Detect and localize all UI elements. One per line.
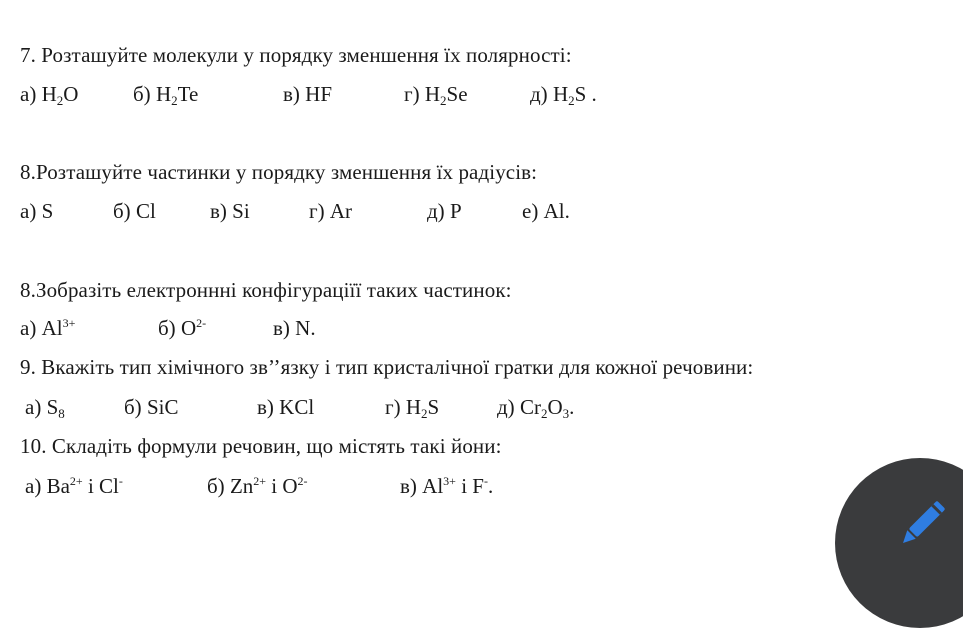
formula-text: H (41, 82, 57, 106)
formula-subscript: 2 (56, 93, 64, 108)
formula-superscript: 3+ (443, 474, 456, 488)
question-8b-option-a (20, 316, 75, 340)
option-label: в) (283, 82, 306, 106)
option-label: в) (257, 395, 280, 419)
formula-text: Cr (519, 395, 541, 419)
option-label: а) (25, 395, 47, 419)
option-label: д) (530, 82, 553, 106)
option-label: а) (25, 474, 47, 498)
formula-text: Al (422, 474, 444, 498)
formula-text: . (569, 395, 575, 419)
option-label: е) (522, 199, 544, 223)
formula-text: Ba (46, 474, 70, 498)
formula-text: O (63, 82, 79, 106)
question-9-option-a (25, 395, 65, 419)
question-8b-option-c (273, 316, 316, 340)
option-label: б) (158, 316, 181, 340)
question-7-option-a (20, 82, 78, 106)
formula-text: S (427, 395, 440, 419)
formula-superscript: 2- (297, 474, 308, 488)
formula-subscript: 2 (540, 406, 548, 421)
option-label: д) (427, 199, 450, 223)
question-8b-title: 8.Зобразіть електроннні конфігураціїї таких частинок: (20, 278, 512, 302)
formula-text: KCl (279, 395, 315, 419)
formula-subscript: 2 (171, 93, 178, 108)
formula-subscript: 8 (58, 406, 65, 421)
option-label: а) (20, 199, 42, 223)
pencil-icon (890, 496, 950, 556)
formula-subscript: 2 (421, 406, 428, 421)
formula-text: HF (305, 82, 333, 106)
formula-text: P (449, 199, 462, 223)
question-8a-option-b (113, 199, 156, 223)
option-label: б) (207, 474, 230, 498)
question-9-option-b (124, 395, 178, 419)
formula-text: Se (446, 82, 468, 106)
formula-superscript: 2+ (69, 474, 83, 488)
formula-superscript: 2- (196, 316, 207, 330)
question-9-option-d (385, 395, 439, 419)
formula-text: і Cl (82, 474, 119, 498)
option-label: а) (20, 316, 42, 340)
formula-text: S (41, 199, 54, 223)
question-8a-option-a (20, 199, 53, 223)
question-8a-option-e (427, 199, 462, 223)
question-8a-option-d (309, 199, 352, 223)
formula-text: S (46, 395, 59, 419)
formula-subscript: 2 (568, 93, 575, 108)
option-label: д) (497, 395, 520, 419)
question-10-option-b (207, 474, 308, 498)
formula-text: і O (266, 474, 298, 498)
formula-text: Al (41, 316, 63, 340)
formula-text: Al. (543, 199, 570, 223)
formula-text: . (487, 474, 494, 498)
question-10-option-c (400, 474, 493, 498)
formula-superscript: 2+ (253, 474, 267, 488)
formula-text: O (180, 316, 197, 340)
formula-superscript: 3+ (62, 316, 76, 330)
option-label: в) (400, 474, 423, 498)
formula-subscript: 2 (440, 93, 447, 108)
question-8a-option-f (522, 199, 570, 223)
formula-superscript: - (483, 474, 488, 488)
option-label: б) (113, 199, 136, 223)
formula-text: H (155, 82, 172, 106)
formula-text: Cl (135, 199, 156, 223)
question-8a-title: 8.Розташуйте частинки у порядку зменшення їх радіусів: (20, 160, 538, 184)
question-7-option-d (404, 82, 468, 106)
question-9-title: 9. Вкажіть тип хімічного зв’’язку і тип кристалічної гратки для кожної речовини: (20, 355, 754, 379)
formula-text: H (424, 82, 441, 106)
formula-text: Zn (229, 474, 254, 498)
question-7-option-b (133, 82, 198, 106)
formula-text: SiC (146, 395, 179, 419)
question-9-option-c (257, 395, 314, 419)
option-label: б) (124, 395, 147, 419)
formula-text: і F (455, 474, 484, 498)
question-8a-option-c (210, 199, 250, 223)
formula-text: H (552, 82, 569, 106)
option-label: а) (20, 82, 42, 106)
option-label: б) (133, 82, 156, 106)
formula-text: Te (177, 82, 199, 106)
question-9-option-e (497, 395, 574, 419)
question-10-title: 10. Складіть формули речовин, що містять такі йони: (20, 434, 502, 458)
formula-text: H (405, 395, 422, 419)
option-label: г) (385, 395, 406, 419)
question-10-option-a (25, 474, 123, 498)
formula-text: O (547, 395, 563, 419)
question-7-title: 7. Розташуйте молекули у порядку зменшення їх полярності: (20, 43, 572, 67)
option-label: г) (309, 199, 330, 223)
formula-subscript: 3 (562, 406, 570, 421)
formula-text: S . (574, 82, 597, 106)
question-7-option-e (530, 82, 597, 106)
formula-superscript: - (118, 474, 123, 488)
formula-text: Si (232, 199, 250, 223)
option-label: в) (210, 199, 233, 223)
question-8b-option-b (158, 316, 206, 340)
formula-text: Ar (329, 199, 353, 223)
question-7-option-c (283, 82, 332, 106)
option-label: г) (404, 82, 425, 106)
formula-text: N. (295, 316, 316, 340)
option-label: в) (273, 316, 296, 340)
